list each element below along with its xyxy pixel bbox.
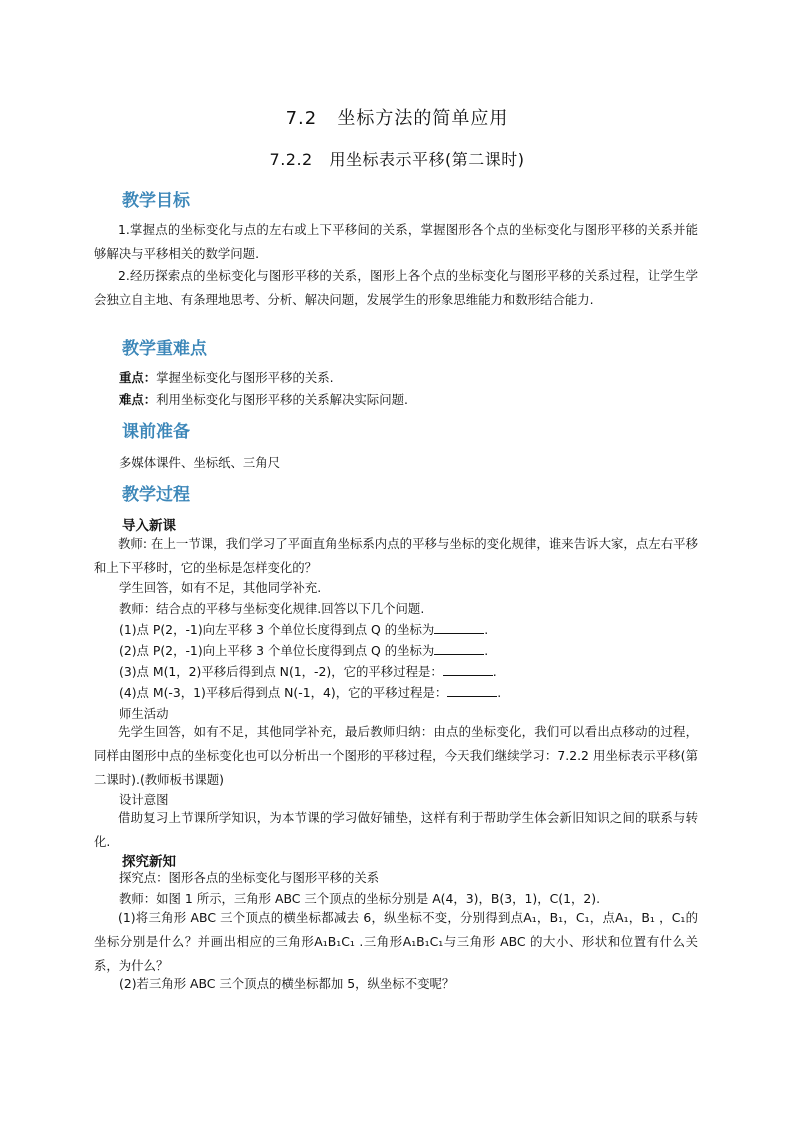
lesson-title: 7.2.2 用坐标表示平移(第二课时) bbox=[269, 150, 525, 169]
difficulty-text: 利用坐标变化与图形平移的关系解决实际问题. bbox=[156, 392, 408, 407]
design-text: 借助复习上节课所学知识，为本节课的学习做好铺垫，这样有利于帮助学生体会新旧知识之间的联系与转化. bbox=[94, 810, 698, 849]
question-4: (4)点 M(-3，1)平移后得到点 N(-1，4)，它的平移过程是： . bbox=[119, 685, 502, 700]
goals-heading: 教学目标 bbox=[122, 191, 190, 211]
process-heading: 教学过程 bbox=[122, 485, 190, 505]
prep-text: 多媒体课件、坐标纸、三角尺 bbox=[119, 455, 281, 470]
explore-point: 探究点：图形各点的坐标变化与图形平移的关系 bbox=[119, 870, 380, 885]
keypoints-heading: 教学重难点 bbox=[122, 339, 207, 359]
question-3-text: (3)点 M(1，2)平移后得到点 N(1，-2)，它的平移过程是： bbox=[119, 664, 443, 679]
prep-heading: 课前准备 bbox=[122, 422, 190, 442]
question-1: (1)点 P(2，-1)向左平移 3 个单位长度得到点 Q 的坐标为 . bbox=[119, 622, 489, 637]
answer-blank bbox=[434, 642, 484, 655]
intro-paragraph-1: 教师: 在上一节课，我们学习了平面直角坐标系内点的平移与坐标的变化规律，谁来告诉大家，点左右平移和上下平移时，它的坐标是怎样变化的？ bbox=[94, 536, 698, 575]
intro-paragraph-2: 学生回答，如有不足，其他同学补充. bbox=[119, 580, 322, 595]
explore-paragraph-1: 教师：如图 1 所示，三角形 ABC 三个顶点的坐标分别是 A(4，3)，B(3，1)，C(1，2). bbox=[119, 891, 601, 906]
goal-paragraph-1: 1.掌握点的坐标变化与点的左右或上下平移间的关系，掌握图形各个点的坐标变化与图形平移的关系并能够解决与平移相关的数学问题. bbox=[94, 222, 698, 261]
activity-text: 先学生回答，如有不足，其他同学补充，最后教师归纳：由点的坐标变化，我们可以看出点移动的过程，同样由图形中点的坐标变化也可以分析出一个图形的平移过程，今天我们继续学习：7.2.2 用坐标表示平移(第二课时).(教师板书课题) bbox=[94, 724, 698, 787]
explore-paragraph-3: (2)若三角形 ABC 三个顶点的横坐标都加 5，纵坐标不变呢？ bbox=[119, 976, 455, 991]
question-4-text: (4)点 M(-3，1)平移后得到点 N(-1，4)，它的平移过程是： bbox=[119, 685, 448, 700]
difficulty-line bbox=[119, 390, 408, 408]
explore-paragraph-2: (1)将三角形 ABC 三个顶点的横坐标都减去 6，纵坐标不变，分别得到点A₁，B₁，C₁，点A₁，B₁ ，C₁的坐标分别是什么？并画出相应的三角形A₁B₁C₁ .三角形A₁B₁C₁与三角形 ABC 的大小、形状和位置有什么关系，为什么？ bbox=[94, 910, 698, 973]
key-point-label: 重点： bbox=[119, 370, 157, 385]
key-point-line bbox=[119, 368, 334, 386]
design-label: 设计意图 bbox=[119, 792, 169, 807]
difficulty-label: 难点： bbox=[119, 392, 157, 407]
intro-heading: 导入新课 bbox=[122, 518, 176, 534]
key-point-text: 掌握坐标变化与图形平移的关系. bbox=[156, 370, 334, 385]
goal-paragraph-2: 2.经历探索点的坐标变化与图形平移的关系，图形上各个点的坐标变化与图形平移的关系过程，让学生学会独立自主地、有条理地思考、分析、解决问题，发展学生的形象思维能力和数形结合能力. bbox=[94, 268, 698, 307]
question-2: (2)点 P(2，-1)向上平移 3 个单位长度得到点 Q 的坐标为 . bbox=[119, 643, 489, 658]
intro-paragraph-3: 教师：结合点的平移与坐标变化规律.回答以下几个问题. bbox=[119, 601, 425, 616]
answer-blank bbox=[443, 663, 493, 676]
question-2-text: (2)点 P(2，-1)向上平移 3 个单位长度得到点 Q 的坐标为 bbox=[119, 643, 435, 658]
section-title: 7.2 坐标方法的简单应用 bbox=[285, 108, 509, 129]
question-3: (3)点 M(1，2)平移后得到点 N(1，-2)，它的平移过程是： . bbox=[119, 664, 497, 679]
activity-label: 师生活动 bbox=[119, 706, 169, 721]
question-1-text: (1)点 P(2，-1)向左平移 3 个单位长度得到点 Q 的坐标为 bbox=[119, 622, 435, 637]
explore-heading: 探究新知 bbox=[122, 854, 176, 870]
answer-blank bbox=[434, 621, 484, 634]
answer-blank bbox=[447, 684, 497, 697]
